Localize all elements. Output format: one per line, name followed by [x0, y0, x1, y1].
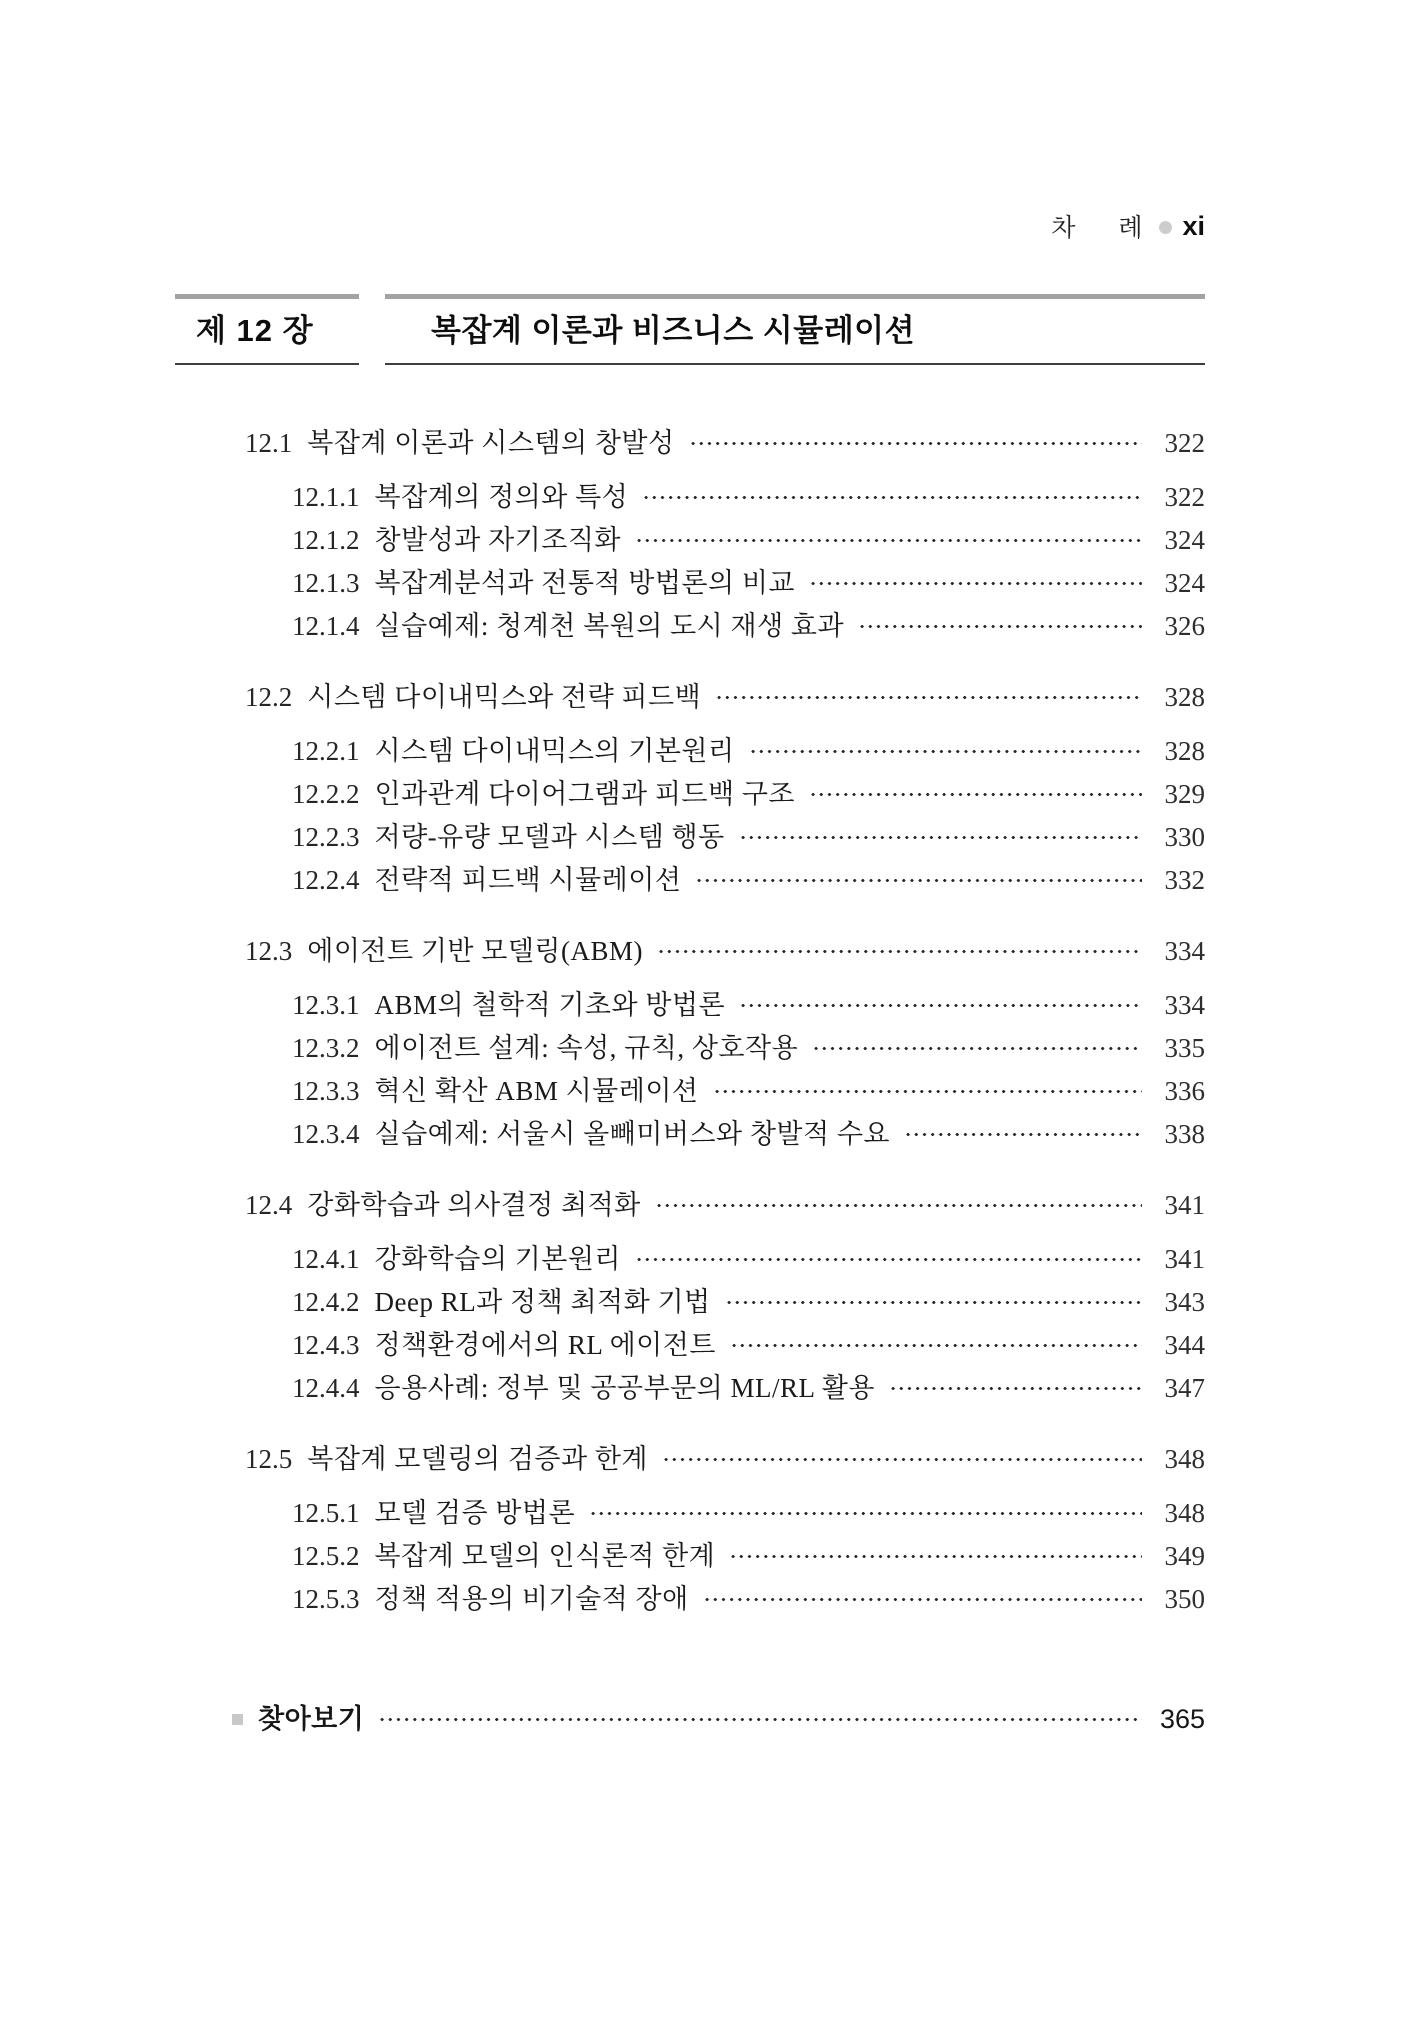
- running-head-title: 차 례: [1051, 214, 1144, 242]
- dot-leader: [633, 532, 1142, 549]
- chapter-label: 제 12 장: [196, 313, 314, 348]
- toc-list: [245, 422, 1205, 1741]
- section-page-number: 328: [1164, 682, 1205, 712]
- toc-subsection-row: [245, 1578, 1205, 1621]
- subsection-page-number: 335: [1164, 1033, 1205, 1063]
- subsection-page-number: 344: [1164, 1330, 1205, 1360]
- toc-section-row: [245, 1438, 1205, 1481]
- section-number: 12.2: [245, 682, 293, 712]
- running-head-page-number: xi: [1182, 210, 1205, 241]
- subsection-number: 12.4.1: [292, 1244, 360, 1274]
- subsection-number: 12.2.3: [292, 822, 360, 852]
- section-page-number: 341: [1164, 1190, 1205, 1220]
- toc-section-row: [245, 422, 1205, 465]
- subsection-page-number: 341: [1164, 1244, 1205, 1274]
- subsection-number: 12.5.1: [292, 1498, 360, 1528]
- toc-section-row: [245, 676, 1205, 719]
- toc-subsection-row: [245, 1324, 1205, 1367]
- subsection-page-number: 336: [1164, 1076, 1205, 1106]
- subsection-title: Deep RL과 정책 최적화 기법: [374, 1287, 711, 1317]
- toc-subsection-row: [245, 1070, 1205, 1113]
- toc-section: [245, 676, 1205, 902]
- subsection-number: 12.3.4: [292, 1119, 360, 1149]
- subsection-title: 에이전트 설계: 속성, 규칙, 상호작용: [374, 1033, 799, 1063]
- dot-leader: [810, 1040, 1142, 1057]
- subsection-title: 시스템 다이내믹스의 기본원리: [374, 736, 735, 766]
- chapter-rule-bottom-right: [385, 363, 1205, 365]
- subsection-page-number: 330: [1164, 822, 1205, 852]
- index-label: 찾아보기: [258, 1704, 365, 1734]
- toc-subsection-row: [245, 730, 1205, 773]
- subsection-page-number: 350: [1164, 1584, 1205, 1614]
- dot-leader: [633, 1251, 1142, 1268]
- dot-leader: [887, 1380, 1142, 1397]
- subsection-title: 혁신 확산 ABM 시뮬레이션: [374, 1076, 699, 1106]
- toc-subsection-row: [245, 1281, 1205, 1324]
- subsection-number: 12.3.2: [292, 1033, 360, 1063]
- subsection-page-number: 349: [1164, 1541, 1205, 1571]
- toc-subsection-row: [245, 1367, 1205, 1410]
- square-bullet-icon: [232, 1714, 243, 1725]
- subsection-page-number: 347: [1164, 1373, 1205, 1403]
- subsection-page-number: 328: [1164, 736, 1205, 766]
- subsection-number: 12.4.4: [292, 1373, 360, 1403]
- subsection-page-number: 348: [1164, 1498, 1205, 1528]
- dot-leader: [587, 1505, 1142, 1522]
- subsection-group: [245, 476, 1205, 648]
- subsection-page-number: 334: [1164, 990, 1205, 1020]
- dot-leader: [655, 943, 1142, 960]
- subsection-title: 인과관계 다이어그램과 피드백 구조: [374, 779, 795, 809]
- dot-leader: [711, 1083, 1142, 1100]
- toc-section: [245, 930, 1205, 1156]
- toc-index-row: [232, 1698, 1205, 1741]
- toc-subsection-row: [245, 562, 1205, 605]
- subsection-number: 12.4.3: [292, 1330, 360, 1360]
- chapter-rule-top-left: [175, 294, 359, 299]
- subsection-title: 실습예제: 서울시 올빼미버스와 창발적 수요: [374, 1119, 890, 1149]
- subsection-title: 복잡계 모델의 인식론적 한계: [374, 1541, 716, 1571]
- subsection-title: ABM의 철학적 기초와 방법론: [374, 990, 726, 1020]
- chapter-rule-top-right: [385, 294, 1205, 299]
- subsection-title: 실습예제: 청계천 복원의 도시 재생 효과: [374, 611, 845, 641]
- subsection-number: 12.2.2: [292, 779, 360, 809]
- subsection-title: 전략적 피드백 시뮬레이션: [374, 865, 682, 895]
- subsection-number: 12.1.1: [292, 482, 360, 512]
- section-title: 복잡계 이론과 시스템의 창발성: [307, 428, 675, 458]
- subsection-title: 강화학습의 기본원리: [374, 1244, 621, 1274]
- toc-section: [245, 1184, 1205, 1410]
- subsection-title: 정책 적용의 비기술적 장애: [374, 1584, 689, 1614]
- section-page-number: 348: [1164, 1444, 1205, 1474]
- subsection-page-number: 338: [1164, 1119, 1205, 1149]
- section-title: 강화학습과 의사결정 최적화: [307, 1190, 641, 1220]
- running-head: [1051, 208, 1205, 244]
- toc-subsection-row: [245, 1027, 1205, 1070]
- section-number: 12.3: [245, 936, 293, 966]
- dot-leader: [728, 1337, 1142, 1354]
- dot-leader: [713, 689, 1142, 706]
- subsection-group: [245, 730, 1205, 902]
- toc-subsection-row: [245, 476, 1205, 519]
- toc-section-row: [245, 1184, 1205, 1227]
- section-page-number: 334: [1164, 936, 1205, 966]
- toc-subsection-row: [245, 605, 1205, 648]
- subsection-title: 응용사례: 정부 및 공공부문의 ML/RL 활용: [374, 1373, 875, 1403]
- subsection-group: [245, 1238, 1205, 1410]
- subsection-title: 복잡계분석과 전통적 방법론의 비교: [374, 568, 795, 598]
- dot-leader: [660, 1451, 1142, 1468]
- toc-subsection-row: [245, 1113, 1205, 1156]
- toc-subsection-row: [245, 1238, 1205, 1281]
- section-number: 12.4: [245, 1190, 293, 1220]
- dot-leader: [856, 618, 1142, 635]
- dot-leader: [723, 1294, 1142, 1311]
- subsection-page-number: 343: [1164, 1287, 1205, 1317]
- subsection-title: 복잡계의 정의와 특성: [374, 482, 629, 512]
- separator-dot-icon: [1159, 221, 1172, 234]
- subsection-group: [245, 984, 1205, 1156]
- dot-leader: [727, 1548, 1142, 1565]
- toc-subsection-row: [245, 816, 1205, 859]
- toc-section: [245, 422, 1205, 648]
- subsection-title: 창발성과 자기조직화: [374, 525, 621, 555]
- toc-subsection-row: [245, 773, 1205, 816]
- subsection-group: [245, 1492, 1205, 1621]
- chapter-rule-bottom-left: [175, 363, 359, 365]
- subsection-number: 12.1.4: [292, 611, 360, 641]
- subsection-page-number: 324: [1164, 568, 1205, 598]
- subsection-number: 12.4.2: [292, 1287, 360, 1317]
- subsection-title: 모델 검증 방법론: [374, 1498, 576, 1528]
- dot-leader: [737, 997, 1142, 1014]
- subsection-number: 12.3.3: [292, 1076, 360, 1106]
- subsection-page-number: 324: [1164, 525, 1205, 555]
- subsection-page-number: 326: [1164, 611, 1205, 641]
- subsection-title: 저량-유량 모델과 시스템 행동: [374, 822, 725, 852]
- chapter-title: 복잡계 이론과 비즈니스 시뮬레이션: [431, 313, 916, 348]
- dot-leader: [807, 786, 1142, 803]
- dot-leader: [737, 829, 1142, 846]
- section-page-number: 322: [1164, 428, 1205, 458]
- subsection-number: 12.1.2: [292, 525, 360, 555]
- dot-leader: [902, 1126, 1142, 1143]
- toc-section-row: [245, 930, 1205, 973]
- section-number: 12.1: [245, 428, 293, 458]
- subsection-page-number: 322: [1164, 482, 1205, 512]
- section-title: 시스템 다이내믹스와 전략 피드백: [307, 682, 702, 712]
- toc-subsection-row: [245, 1492, 1205, 1535]
- dot-leader: [653, 1197, 1142, 1214]
- toc-subsection-row: [245, 1535, 1205, 1578]
- section-number: 12.5: [245, 1444, 293, 1474]
- index-page-number: 365: [1159, 1704, 1205, 1734]
- dot-leader: [807, 575, 1142, 592]
- dot-leader: [640, 489, 1142, 506]
- toc-subsection-row: [245, 984, 1205, 1027]
- subsection-number: 12.1.3: [292, 568, 360, 598]
- dot-leader: [701, 1591, 1142, 1608]
- toc-subsection-row: [245, 859, 1205, 902]
- toc-subsection-row: [245, 519, 1205, 562]
- subsection-title: 정책환경에서의 RL 에이전트: [374, 1330, 716, 1360]
- dot-leader: [747, 743, 1142, 760]
- subsection-number: 12.5.3: [292, 1584, 360, 1614]
- dot-leader: [376, 1711, 1142, 1728]
- subsection-page-number: 332: [1164, 865, 1205, 895]
- subsection-number: 12.3.1: [292, 990, 360, 1020]
- subsection-number: 12.5.2: [292, 1541, 360, 1571]
- section-title: 에이전트 기반 모델링(ABM): [307, 936, 643, 966]
- subsection-number: 12.2.4: [292, 865, 360, 895]
- dot-leader: [687, 435, 1142, 452]
- dot-leader: [693, 872, 1142, 889]
- subsection-number: 12.2.1: [292, 736, 360, 766]
- subsection-page-number: 329: [1164, 779, 1205, 809]
- toc-section: [245, 1438, 1205, 1621]
- section-title: 복잡계 모델링의 검증과 한계: [307, 1444, 648, 1474]
